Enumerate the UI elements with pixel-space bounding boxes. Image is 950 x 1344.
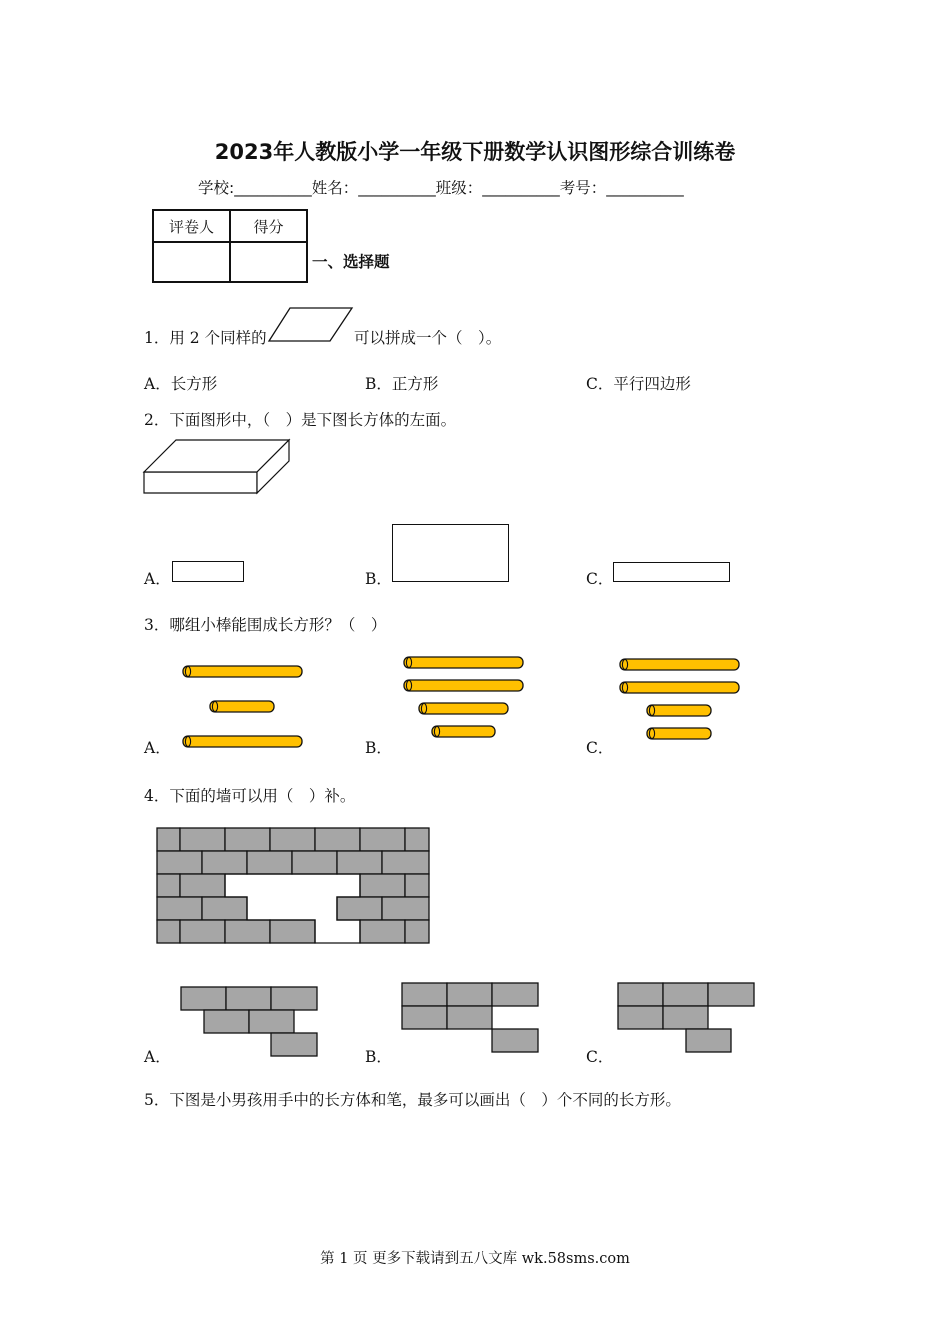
q2-shape-c (613, 562, 730, 582)
stick (183, 736, 302, 747)
parallelogram-figure (268, 307, 354, 343)
student-info-line: 学校:__________姓名：__________班级：__________考号：__________ (198, 179, 684, 197)
brick-wall-figure (157, 828, 431, 946)
q3-sticks-b (403, 655, 527, 741)
stick (210, 701, 274, 712)
stick (404, 680, 523, 691)
stick (419, 703, 508, 714)
q5-text: 5．下图是小男孩用手中的长方体和笔，最多可以画出（ ）个不同的长方形。 (144, 1091, 681, 1109)
stick (404, 657, 523, 668)
q4-text: 4．下面的墙可以用（ ）补。 (144, 787, 356, 805)
stick (620, 659, 739, 670)
section-title: 一、选择题 (312, 253, 390, 271)
score-header: 得分 (230, 210, 307, 242)
q3-sticks-c (619, 657, 743, 743)
q3-text: 3．哪组小棒能围成长方形？（ ） (144, 616, 387, 634)
score-table (152, 209, 308, 283)
cuboid-figure (143, 439, 291, 495)
q3-option-b: B． (365, 739, 392, 757)
page-title: 2023年人教版小学一年级下册数学认识图形综合训练卷 (214, 140, 736, 164)
q2-shape-a (172, 561, 244, 582)
q2-option-b: B． (365, 570, 392, 588)
stick (647, 705, 711, 716)
stick (183, 666, 302, 677)
q1-option-c: C．平行四边形 (586, 375, 691, 393)
q1-option-a: A．长方形 (144, 375, 218, 393)
stick (647, 728, 711, 739)
q3-sticks-a (182, 664, 306, 750)
q4-bricks-b (402, 983, 542, 1055)
q4-option-b: B． (365, 1048, 392, 1066)
q1-suffix: 可以拼成一个（ ）。 (354, 329, 502, 347)
score-cell (230, 242, 307, 282)
q3-option-c: C． (586, 739, 614, 757)
stick (620, 682, 739, 693)
q4-bricks-c (618, 983, 758, 1055)
grader-cell (153, 242, 230, 282)
q2-text: 2．下面图形中，（ ）是下图长方体的左面。 (144, 411, 457, 429)
q1-option-b: B．正方形 (365, 375, 439, 393)
q2-shape-b (392, 524, 509, 582)
grader-header: 评卷人 (153, 210, 230, 242)
q4-option-c: C． (586, 1048, 614, 1066)
stick (432, 726, 495, 737)
q4-bricks-a (181, 987, 321, 1059)
page-footer: 第 1 页 更多下载请到五八文库 wk.58sms.com (320, 1251, 630, 1267)
q2-option-a: A． (144, 570, 171, 588)
q3-option-a: A． (144, 739, 171, 757)
q1-prefix: 1．用 2 个同样的 (144, 329, 267, 347)
q4-option-a: A． (144, 1048, 171, 1066)
q2-option-c: C． (586, 570, 614, 588)
